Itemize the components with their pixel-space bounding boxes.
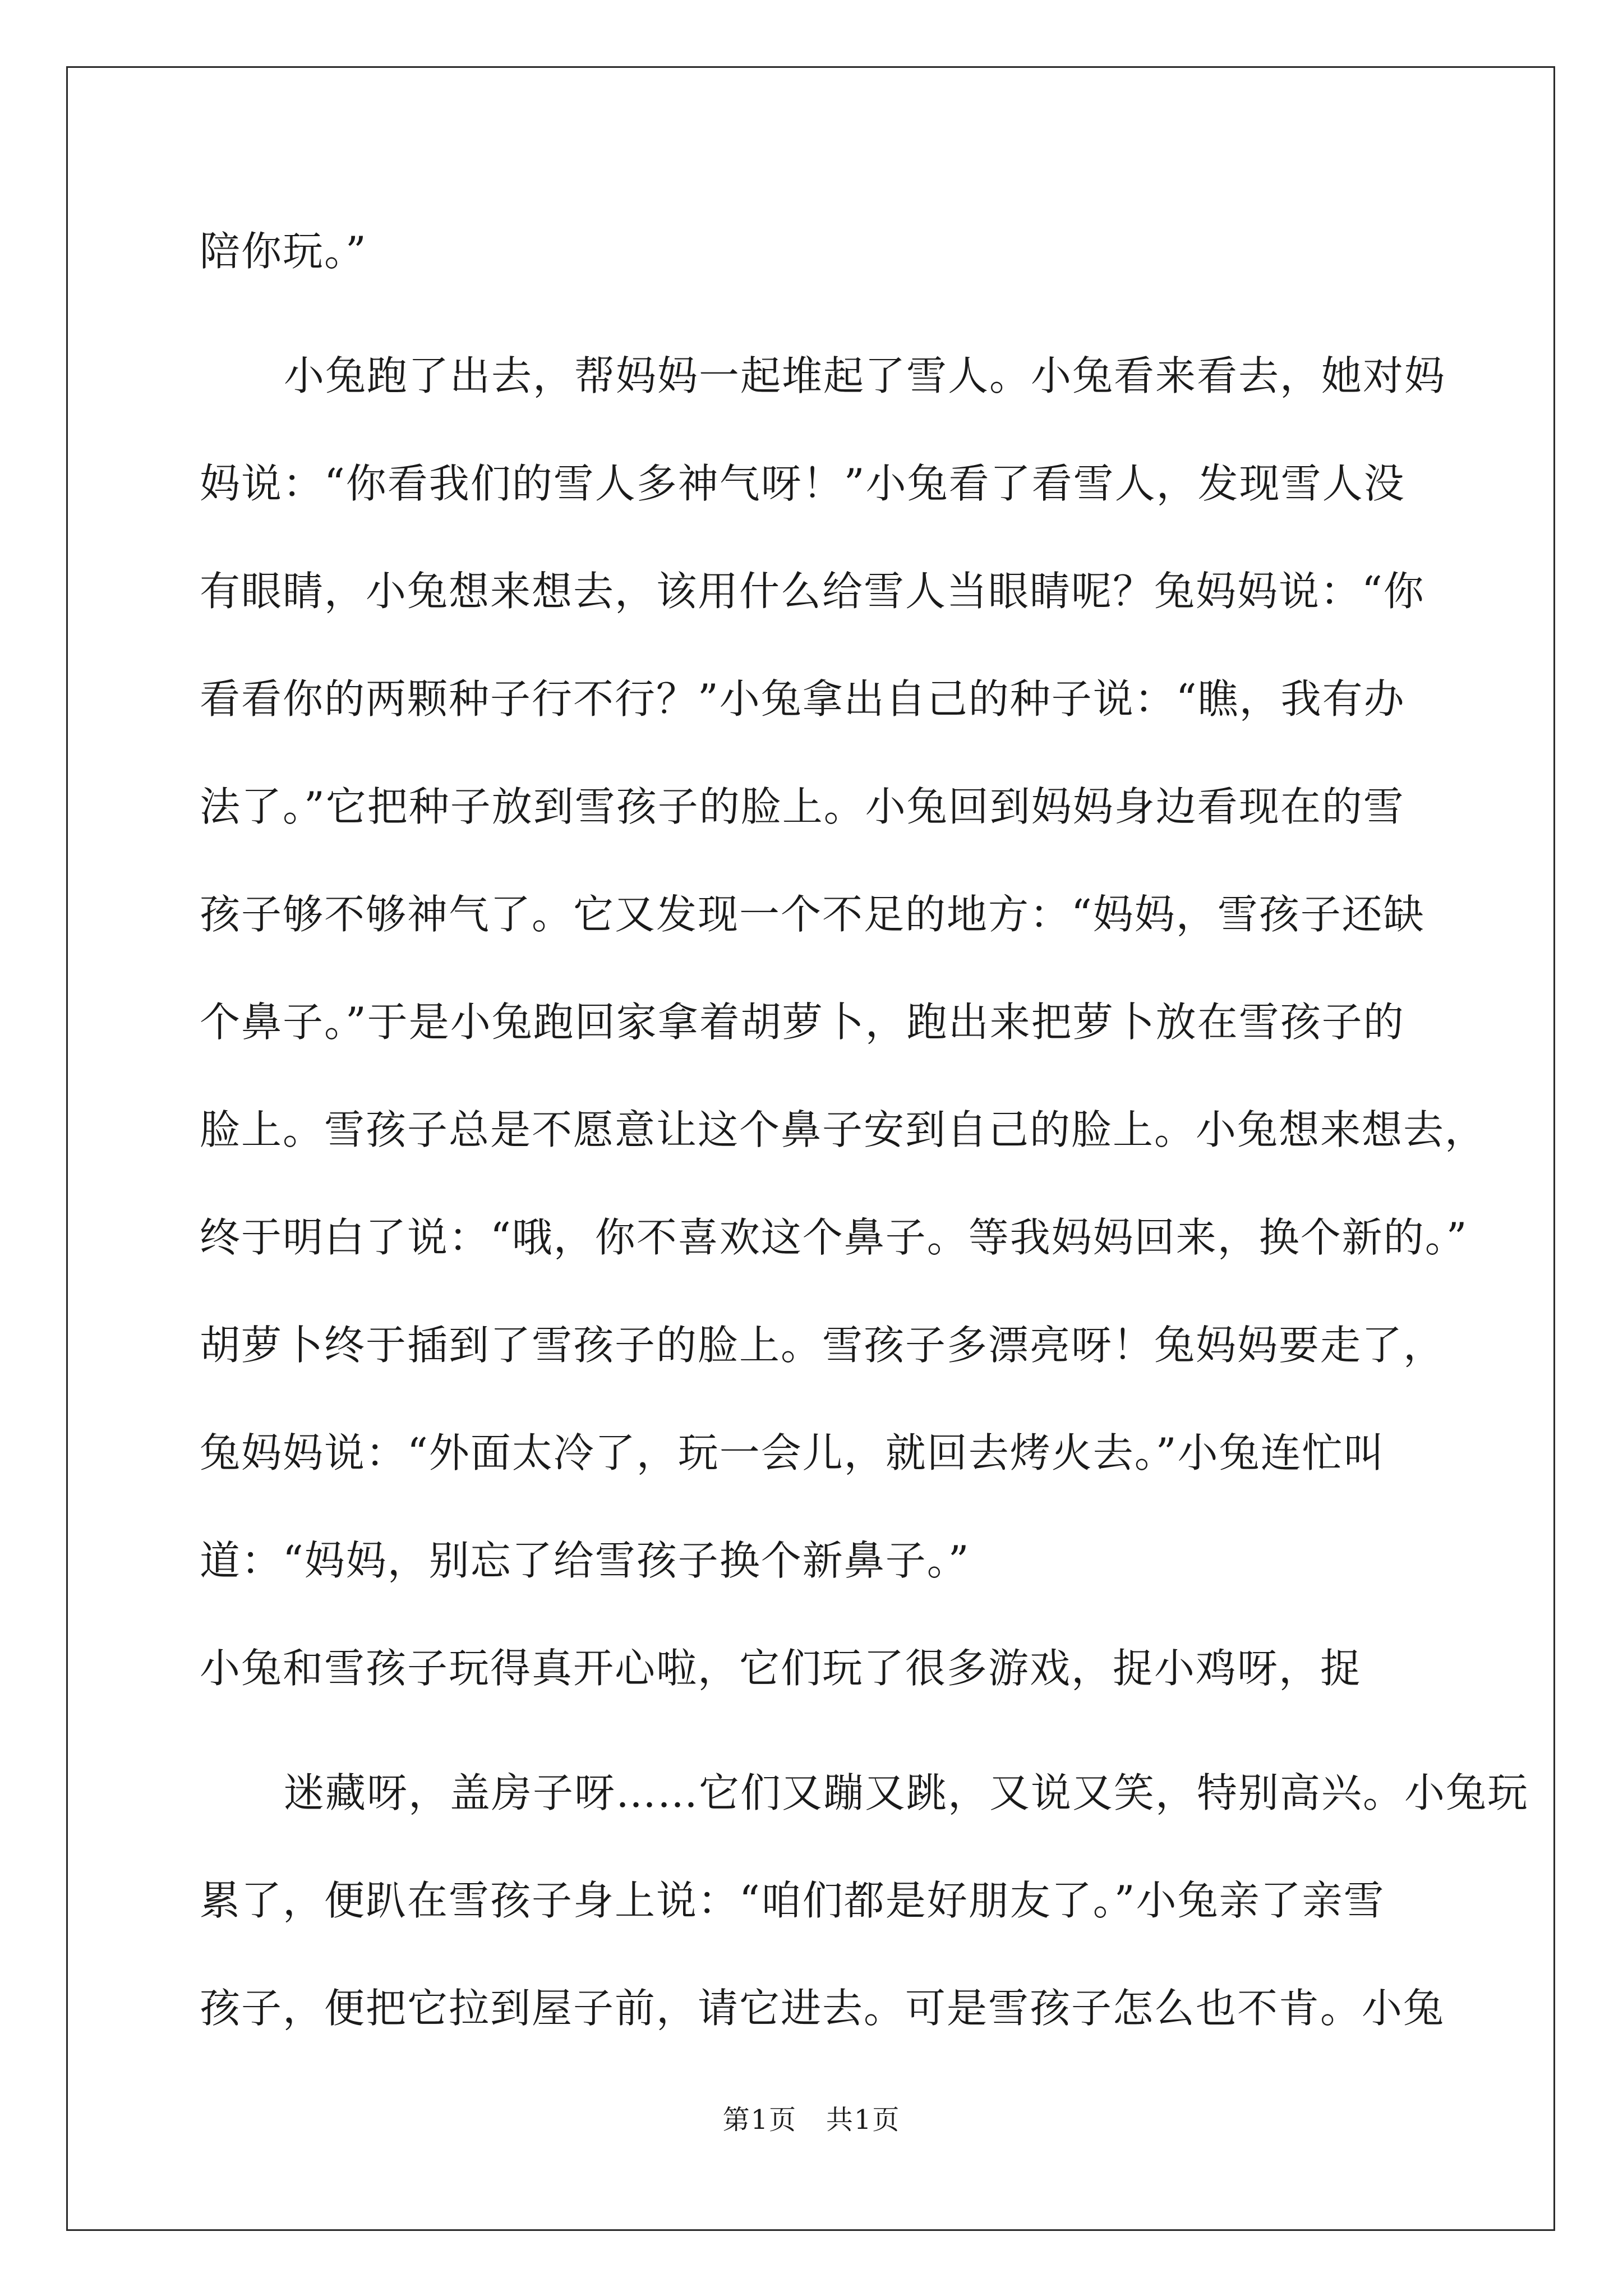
paragraph-start-line: 迷藏呀，盖房子呀……它们又蹦又跳，又说又笑，特别高兴。小兔玩: [284, 1769, 1529, 1816]
text-line: 终于明白了说：“哦，你不喜欢这个鼻子。等我妈妈回来，换个新的。”: [200, 1214, 1468, 1261]
text-line: 兔妈妈说：“外面太冷了，玩一会儿，就回去烤火去。”小兔连忙叫: [200, 1429, 1385, 1476]
text-line: 看看你的两颗种子行不行？”小兔拿出自己的种子说：“瞧，我有办: [200, 675, 1405, 723]
paragraph-start-line: 小兔跑了出去，帮妈妈一起堆起了雪人。小兔看来看去，她对妈: [284, 352, 1446, 399]
text-line: 个鼻子。”于是小兔跑回家拿着胡萝卜，跑出来把萝卜放在雪孩子的: [200, 999, 1405, 1046]
text-line: 陪你玩。”: [200, 228, 367, 275]
document-body: [200, 197, 1529, 2170]
text-line: 法了。”它把种子放到雪孩子的脸上。小兔回到妈妈身边看现在的雪: [200, 783, 1405, 830]
text-line: 孩子够不够神气了。它又发现一个不足的地方：“妈妈，雪孩子还缺: [200, 891, 1425, 938]
page-number: 第1页: [722, 2104, 797, 2136]
text-line: 胡萝卜终于插到了雪孩子的脸上。雪孩子多漂亮呀！兔妈妈要走了，: [200, 1322, 1445, 1369]
text-line: 有眼睛，小兔想来想去，该用什么给雪人当眼睛呢？兔妈妈说：“你: [200, 568, 1425, 615]
footer-spacer: [797, 2104, 826, 2136]
text-line: 妈说：“你看我们的雪人多神气呀！”小兔看了看雪人，发现雪人没: [200, 460, 1405, 507]
page-footer: [0, 2098, 1623, 2137]
text-line: 孩子，便把它拉到屋子前，请它进去。可是雪孩子怎么也不肯。小兔: [200, 1985, 1445, 2032]
text-line: 脸上。雪孩子总是不愿意让这个鼻子安到自己的脸上。小兔想来想去，: [200, 1106, 1487, 1153]
text-line: 道：“妈妈，别忘了给雪孩子换个新鼻子。”: [200, 1537, 970, 1584]
page-total: 共1页: [826, 2104, 901, 2136]
text-line: 累了，便趴在雪孩子身上说：“咱们都是好朋友了。”小兔亲了亲雪: [200, 1877, 1385, 1924]
text-line: 小兔和雪孩子玩得真开心啦，它们玩了很多游戏，捉小鸡呀，捉: [200, 1645, 1362, 1692]
